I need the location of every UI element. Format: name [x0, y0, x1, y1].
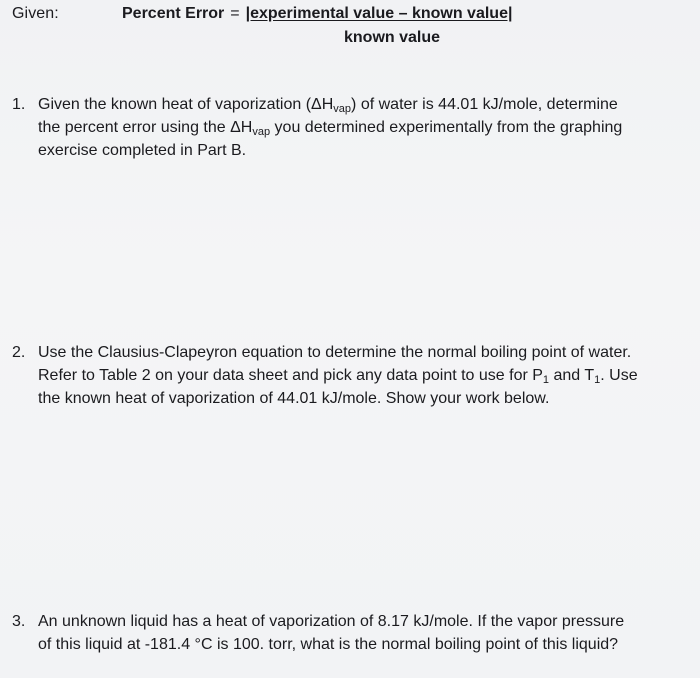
text-run: ) of water is 44.01 kJ/mole, determine: [351, 96, 618, 113]
text-run: of this liquid at -181.4 °C is 100. torr, what is the normal boiling point of this liquid?: [38, 636, 619, 653]
question-text: [38, 93, 688, 162]
question-3: [12, 610, 688, 656]
question-line: [38, 341, 688, 364]
question-line: [38, 610, 688, 633]
text-run: the percent error using the ΔH: [38, 119, 253, 136]
formula-numerator: |experimental value – known value|: [245, 5, 513, 22]
question-line: [38, 139, 688, 162]
text-run: Refer to Table 2 on your data sheet and pick any data point to use for P: [38, 367, 543, 384]
question-2: [12, 341, 688, 410]
question-1: [12, 93, 688, 162]
text-run: Use the Clausius-Clapeyron equation to determine the normal boiling point of water.: [38, 344, 632, 361]
formula-name: Percent Error: [122, 5, 225, 22]
text-run: the known heat of vaporization of 44.01 kJ/mole. Show your work below.: [38, 390, 550, 407]
formula-equals-sign: =: [230, 5, 240, 22]
question-number: 2.: [12, 344, 26, 361]
question-line: [38, 364, 688, 387]
question-number: 1.: [12, 96, 26, 113]
text-run: exercise completed in Part B.: [38, 142, 247, 159]
percent-error-formula: [122, 5, 512, 23]
text-run: and T: [549, 367, 595, 384]
question-text: [38, 341, 688, 410]
text-run: An unknown liquid has a heat of vaporization of 8.17 kJ/mole. If the vapor pressure: [38, 613, 625, 630]
subscript: vap: [252, 126, 271, 138]
subscript: 1: [594, 374, 601, 386]
question-line: [38, 93, 688, 116]
formula-denominator: known value: [344, 29, 441, 46]
question-line: [38, 116, 688, 139]
subscript: 1: [542, 374, 550, 386]
subscript: vap: [333, 103, 352, 115]
text-run: . Use: [600, 367, 638, 384]
question-text: [38, 610, 688, 656]
question-number: 3.: [12, 613, 26, 630]
question-line: [38, 633, 688, 656]
text-run: Given the known heat of vaporization (ΔH: [38, 96, 334, 113]
question-line: [38, 387, 688, 410]
given-label: Given:: [12, 5, 59, 22]
text-run: you determined experimentally from the graphing: [270, 119, 623, 136]
